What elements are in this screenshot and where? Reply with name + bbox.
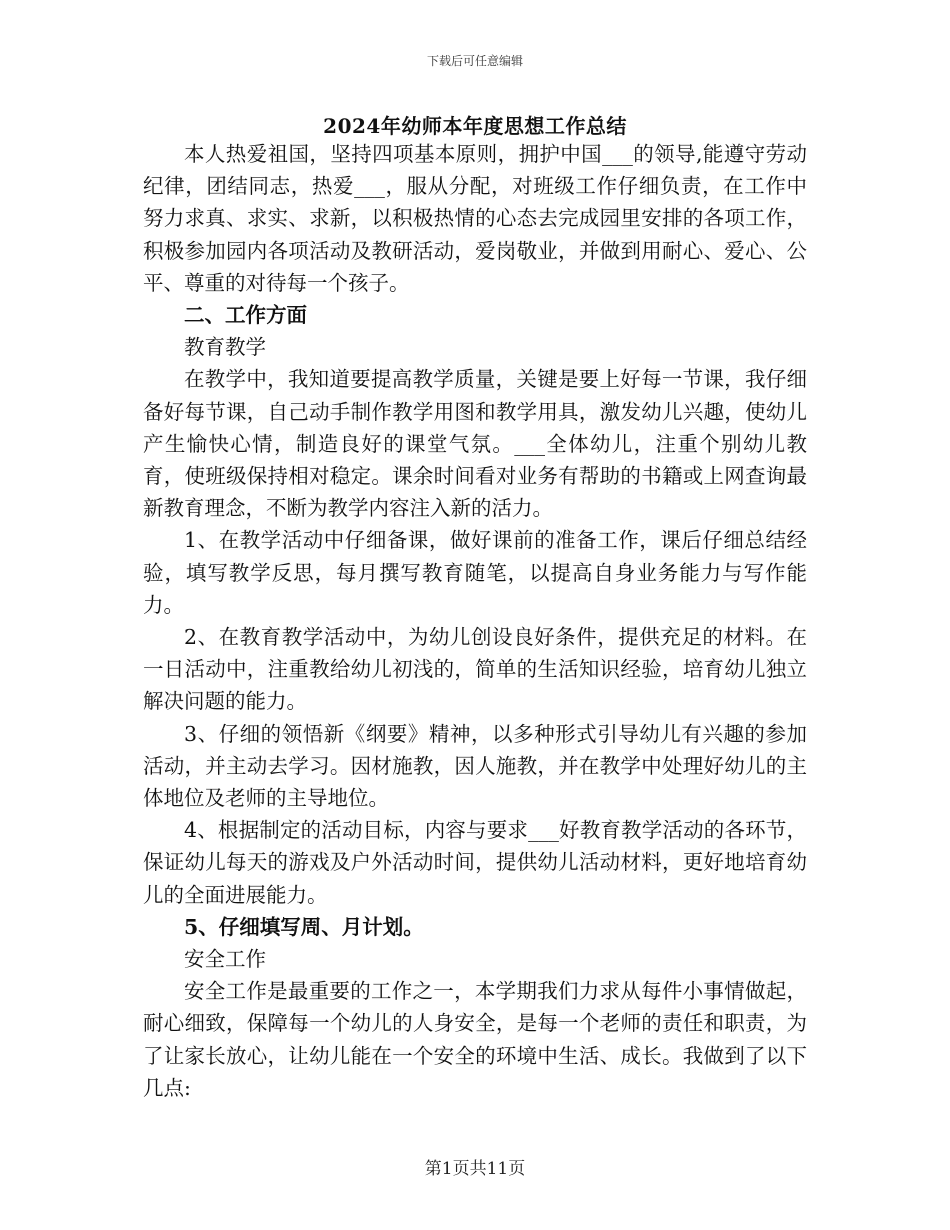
list-item-5: 5、仔细填写周、月计划。 (184, 914, 424, 939)
page-indicator: 第1页共11页 (424, 1159, 526, 1179)
paragraph-safety: 安全工作是最重要的工作之一，本学期我们力求从每件小事情做起，耐心细致，保障每一个幼儿的人身安全，是每一个老师的责任和职责，为了让家长放心，让幼儿能在一个安全的环境中生活、成长。我做到了以下几点: (143, 979, 807, 1100)
list-item-4: 4、根据制定的活动目标，内容与要求___好教育教学活动的各环节，保证幼儿每天的游戏及户外活动时间，提供幼儿活动材料，更好地培育幼儿的全面进展能力。 (143, 818, 807, 907)
header-note: 下载后可任意编辑 (426, 54, 523, 68)
paragraph-teaching: 在教学中，我知道要提高教学质量，关键是要上好每一节课，我仔细备好每节课，自己动手制作教学用图和教学用具，激发幼儿兴趣，使幼儿产生愉快心情，制造良好的课堂气氛。___全体幼儿，注重个别幼儿教育，使班级保持相对稳定。课余时间看对业务有帮助的书籍或上网查询最新教育理念，不断为教学内容注入新的活力。 (143, 367, 807, 521)
subheading-safety-work: 安全工作 (184, 947, 266, 972)
list-item-1: 1、在教学活动中仔细备课，做好课前的准备工作，课后仔细总结经验，填写教学反思，每月撰写教育随笔，以提高自身业务能力与写作能力。 (143, 528, 807, 617)
document-body (143, 138, 807, 1104)
document-title: 2024年幼师本年度思想工作总结 (323, 114, 627, 138)
section-heading-work: 二、工作方面 (184, 303, 307, 328)
paragraph-intro: 本人热爱祖国，坚持四项基本原则，拥护中国___的领导,能遵守劳动纪律，团结同志，热爱___，服从分配，对班级工作仔细负责，在工作中努力求真、求实、求新，以积极热情的心态去完成园里安排的各项工作，积极参加园内各项活动及教研活动，爱岗敬业，并做到用耐心、爱心、公平、尊重的对待每一个孩子。 (143, 142, 807, 295)
list-item-2: 2、在教育教学活动中，为幼儿创设良好条件，提供充足的材料。在一日活动中，注重教给幼儿初浅的，简单的生活知识经验，培育幼儿独立解决问题的能力。 (143, 625, 807, 714)
subheading-education-teaching: 教育教学 (184, 335, 266, 360)
list-item-3: 3、仔细的领悟新《纲要》精神，以多种形式引导幼儿有兴趣的参加活动，并主动去学习。因材施教，因人施教，并在教学中处理好幼儿的主体地位及老师的主导地位。 (143, 721, 807, 811)
